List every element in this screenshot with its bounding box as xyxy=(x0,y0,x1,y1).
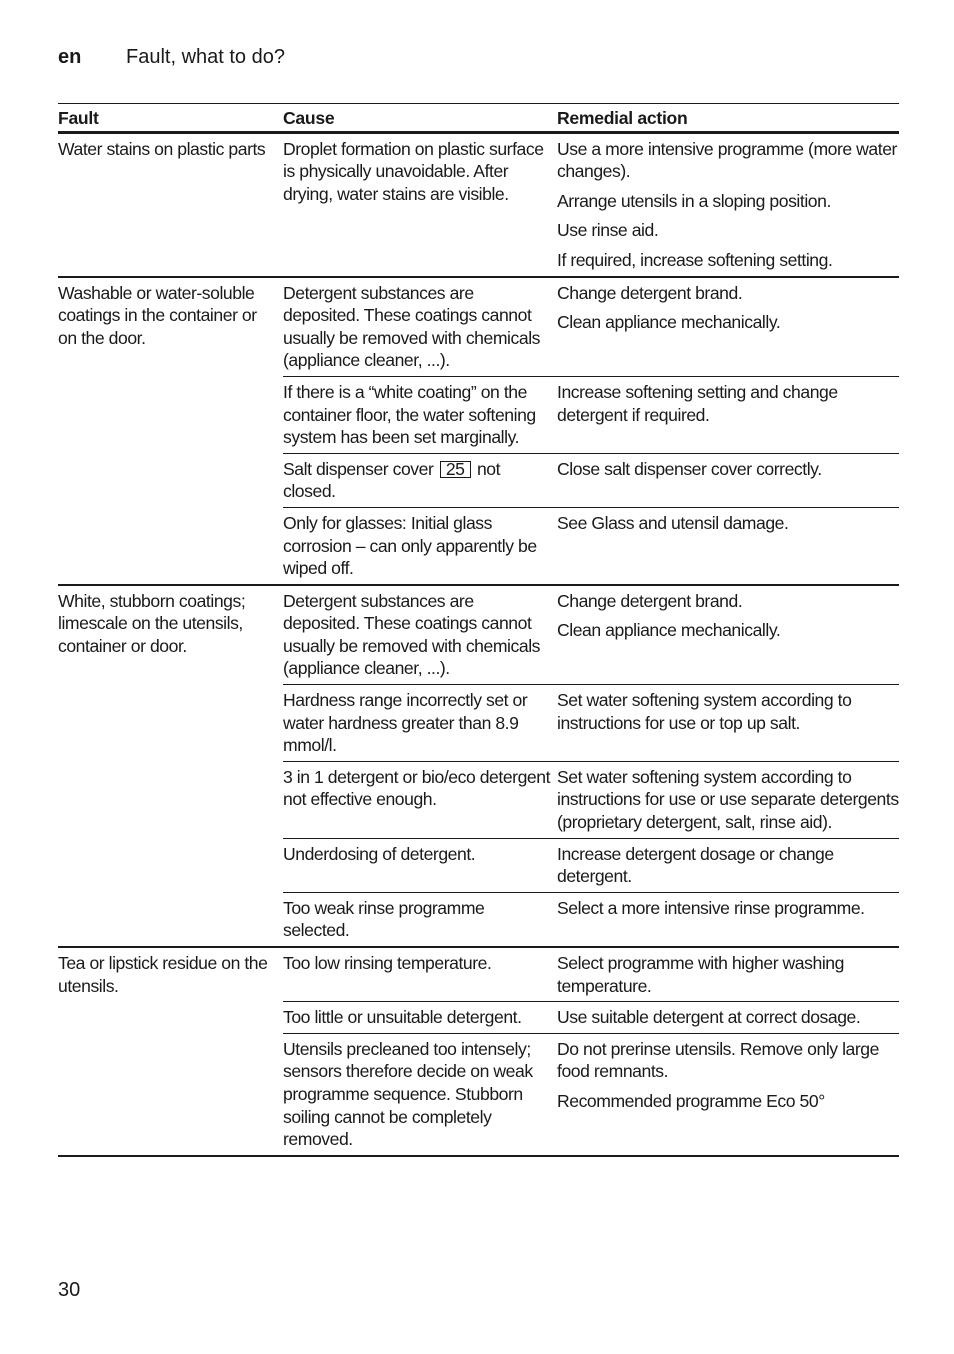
page-title: Fault, what to do? xyxy=(126,46,285,68)
fault-cell: Water stains on plastic parts xyxy=(58,138,266,159)
cause-cell: Detergent substances are deposited. These coatings cannot usually be removed with chemicals (appliance cleaner, ...). xyxy=(283,277,557,377)
fault-cell: White, stubborn coatings; limescale on the utensils, container or door. xyxy=(58,585,283,947)
cause-text: Salt dispenser cover xyxy=(283,458,438,479)
remedy-cell xyxy=(557,376,899,453)
remedy-cell xyxy=(557,685,899,762)
fault-table xyxy=(58,103,899,1157)
remedy-cell xyxy=(557,1033,899,1155)
remedy-item: Increase detergent dosage or change detergent. xyxy=(557,843,834,887)
table-row xyxy=(58,277,899,377)
cause-cell: If there is a “white coating” on the container floor, the water softening system has been set marginally. xyxy=(283,376,557,453)
column-header-remedy: Remedial action xyxy=(557,104,899,133)
cause-cell: Detergent substances are deposited. These coatings cannot usually be removed with chemicals (appliance cleaner, ...). xyxy=(283,585,557,685)
cause-cell: Droplet formation on plastic surface is physically unavoidable. After drying, water stains are visible. xyxy=(283,138,544,204)
remedy-item: Select programme with higher washing temperature. xyxy=(557,953,844,996)
cause-cell: Hardness range incorrectly set or water hardness greater than 8.9 mmol/l. xyxy=(283,685,557,762)
remedy-cell xyxy=(557,892,899,947)
remedy-item: Set water softening system according to instructions for use or top up salt. xyxy=(557,690,852,733)
remedy-cell xyxy=(557,585,899,685)
remedy-item: Increase softening setting and change detergent if required. xyxy=(557,381,838,425)
remedy-item: If required, increase softening setting. xyxy=(557,249,833,270)
remedy-cell xyxy=(557,277,899,377)
page-number: 30 xyxy=(58,1279,81,1301)
remedy-cell xyxy=(557,947,899,1002)
fault-cell: Tea or lipstick residue on the utensils. xyxy=(58,947,283,1156)
remedy-item: Clean appliance mechanically. xyxy=(557,312,781,333)
remedy-item: Close salt dispenser cover correctly. xyxy=(557,458,822,479)
fault-cell: Washable or water-soluble coatings in the container or on the door. xyxy=(58,277,283,585)
cause-cell: Underdosing of detergent. xyxy=(283,838,557,892)
remedy-item: Set water softening system according to instructions for use or use separate detergents (proprietary detergent, salt, rinse aid). xyxy=(557,766,899,833)
remedy-item: Use a more intensive programme (more water changes). xyxy=(557,138,897,182)
column-header-cause: Cause xyxy=(283,104,557,133)
remedy-cell xyxy=(557,453,899,507)
remedy-item: Recommended programme Eco 50° xyxy=(557,1090,825,1111)
remedy-cell xyxy=(557,507,899,584)
table-header-row xyxy=(58,104,899,133)
remedy-item: Use suitable detergent at correct dosage. xyxy=(557,1007,861,1028)
remedy-cell xyxy=(557,761,899,838)
remedy-cell xyxy=(557,132,899,276)
language-code: en xyxy=(58,46,82,68)
remedy-cell xyxy=(557,1002,899,1034)
remedy-item: Clean appliance mechanically. xyxy=(557,620,781,641)
cause-cell: Too low rinsing temperature. xyxy=(283,947,557,1002)
table-row xyxy=(58,132,899,276)
remedy-item: Use rinse aid. xyxy=(557,220,659,241)
remedy-cell xyxy=(557,838,899,892)
page-header xyxy=(58,44,285,70)
remedy-item: Select a more intensive rinse programme. xyxy=(557,897,865,918)
column-header-fault: Fault xyxy=(58,104,283,133)
cause-cell: Too little or unsuitable detergent. xyxy=(283,1002,557,1034)
cause-cell xyxy=(283,453,557,507)
remedy-item: Do not prerinse utensils. Remove only large food remnants. xyxy=(557,1038,879,1082)
cause-cell: Too weak rinse programme selected. xyxy=(283,892,557,947)
cause-text: not closed. xyxy=(283,458,501,502)
cause-cell: Utensils precleaned too intensely; sensors therefore decide on weak programme sequence. Stubborn soiling cannot be completely removed. xyxy=(283,1033,557,1155)
remedy-item: See Glass and utensil damage. xyxy=(557,512,789,533)
figure-reference-badge: 25 xyxy=(440,461,471,478)
remedy-item: Change detergent brand. xyxy=(557,590,743,611)
table-row xyxy=(58,585,899,685)
remedy-item: Change detergent brand. xyxy=(557,282,743,303)
cause-cell: Only for glasses: Initial glass corrosion – can only apparently be wiped off. xyxy=(283,507,557,584)
remedy-item: Arrange utensils in a sloping position. xyxy=(557,190,831,211)
cause-cell: 3 in 1 detergent or bio/eco detergent not effective enough. xyxy=(283,761,557,838)
table-row xyxy=(58,947,899,1002)
